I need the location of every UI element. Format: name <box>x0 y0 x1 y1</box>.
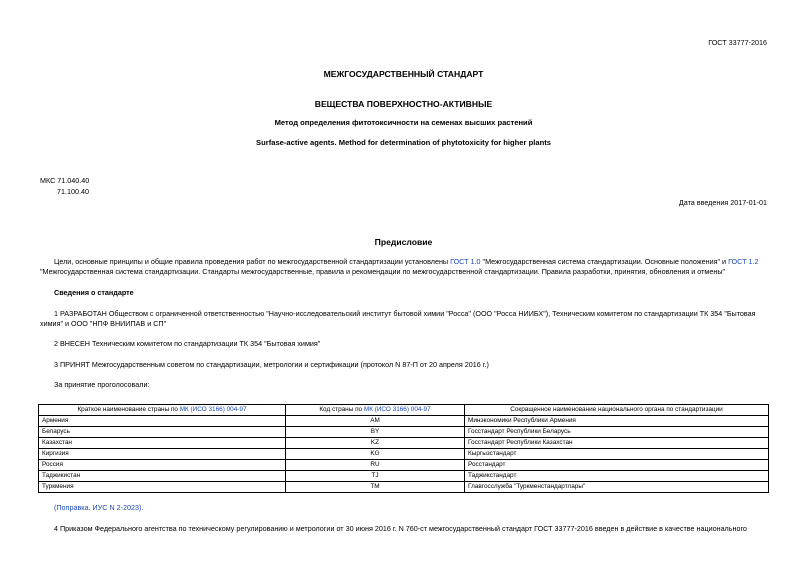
cell-country: Туркмения <box>39 482 286 493</box>
title-sub-en: Surfase-active agents. Method for determination of phytotoxicity for higher plants <box>256 138 551 147</box>
mks-code-1: МКС 71.040.40 <box>40 176 90 185</box>
preface-heading: Предисловие <box>374 237 433 247</box>
table-header-row <box>39 405 769 416</box>
table-row <box>39 482 769 493</box>
table-row <box>39 438 769 449</box>
mk-iso-link-1[interactable]: МК (ИСО 3166) 004-97 <box>179 406 247 413</box>
voted-label: За принятие проголосовали: <box>54 380 150 389</box>
preface-text-1: Цели, основные принципы и общие правила проведения работ по межгосударственной стандартизации установлены <box>54 257 451 266</box>
title-sub-ru: Метод определения фитотоксичности на семенах высших растений <box>274 118 533 127</box>
member-states-table <box>38 404 769 493</box>
standard-type: МЕЖГОСУДАРСТВЕННЫЙ СТАНДАРТ <box>323 69 484 79</box>
cell-body: Росстандарт <box>465 460 769 471</box>
cell-code: RU <box>286 460 465 471</box>
preface-text-3: "Межгосударственная система стандартизации. Стандарты межгосударственные, правила и рекомендации по межгосударственной стандартизации. Правила разработки, принятия, обновления и отмены" <box>40 267 726 276</box>
item-1: 1 РАЗРАБОТАН Обществом с ограниченной ответственностью "Научно-исследовательский институт бытовой химии "Росса" (ООО "Росса НИИБХ"), Техническим комитетом по стандартизации ТК 354 "Бытовая химия" и ООО "НПФ ВНИИПАВ и СП" <box>40 309 756 328</box>
table-row <box>39 471 769 482</box>
cell-body: Кыргызстандарт <box>465 449 769 460</box>
mk-iso-link-2[interactable]: МК (ИСО 3166) 004-97 <box>363 406 431 413</box>
title-main: ВЕЩЕСТВА ПОВЕРХНОСТНО-АКТИВНЫЕ <box>314 99 493 109</box>
cell-body: Минэкономики Республики Армения <box>465 416 769 427</box>
cell-country: Беларусь <box>39 427 286 438</box>
preface-text-2: "Межгосударственная система стандартизации. Основные положения" и <box>480 257 729 266</box>
cell-body: Госстандарт Республики Казахстан <box>465 438 769 449</box>
intro-date: Дата введения 2017-01-01 <box>678 198 767 207</box>
cell-country: Россия <box>39 460 286 471</box>
cell-code: TM <box>286 482 465 493</box>
info-heading: Сведения о стандарте <box>54 288 134 297</box>
cell-code: KZ <box>286 438 465 449</box>
item-2: 2 ВНЕСЕН Техническим комитетом по стандартизации ТК 354 "Бытовая химия" <box>54 339 321 348</box>
cell-code: KG <box>286 449 465 460</box>
cell-code: TJ <box>286 471 465 482</box>
cell-country: Киргизия <box>39 449 286 460</box>
table-row <box>39 460 769 471</box>
mks-code-2: 71.100.40 <box>57 187 89 196</box>
header-country <box>39 405 286 416</box>
cell-country: Казахстан <box>39 438 286 449</box>
header-body: Сокращенное наименование национального органа по стандартизации <box>465 405 769 416</box>
cell-code: BY <box>286 427 465 438</box>
cell-body: Госстандарт Республики Беларусь <box>465 427 769 438</box>
preface-paragraph <box>40 257 770 277</box>
doc-number: ГОСТ 33777-2016 <box>708 38 767 47</box>
item-3: 3 ПРИНЯТ Межгосударственным советом по стандартизации, метрологии и сертификации (протокол N 87-П от 20 апреля 2016 г.) <box>54 360 489 369</box>
cell-country: Таджикистан <box>39 471 286 482</box>
table-row <box>39 427 769 438</box>
cell-body: Таджикстандарт <box>465 471 769 482</box>
table-row <box>39 416 769 427</box>
header-code <box>286 405 465 416</box>
gost-1-2-link[interactable]: ГОСТ 1.2 <box>728 257 759 266</box>
header-code-text: Код страны по <box>319 406 364 413</box>
item-4: 4 Приказом Федерального агентства по техническому регулированию и метрологии от 30 июня 2016 г. N 760-ст межгосударственный стандарт ГОСТ 33777-2016 введен в действие в качестве национального <box>54 524 747 533</box>
cell-code: AM <box>286 416 465 427</box>
amendment-link[interactable]: (Поправка. ИУС N 2-2023). <box>54 503 144 512</box>
gost-1-0-link[interactable]: ГОСТ 1.0 <box>450 257 481 266</box>
cell-country: Армения <box>39 416 286 427</box>
header-country-text: Краткое наименование страны по <box>77 406 180 413</box>
cell-body: Главгосслужба "Туркменстандартлары" <box>465 482 769 493</box>
table-row <box>39 449 769 460</box>
